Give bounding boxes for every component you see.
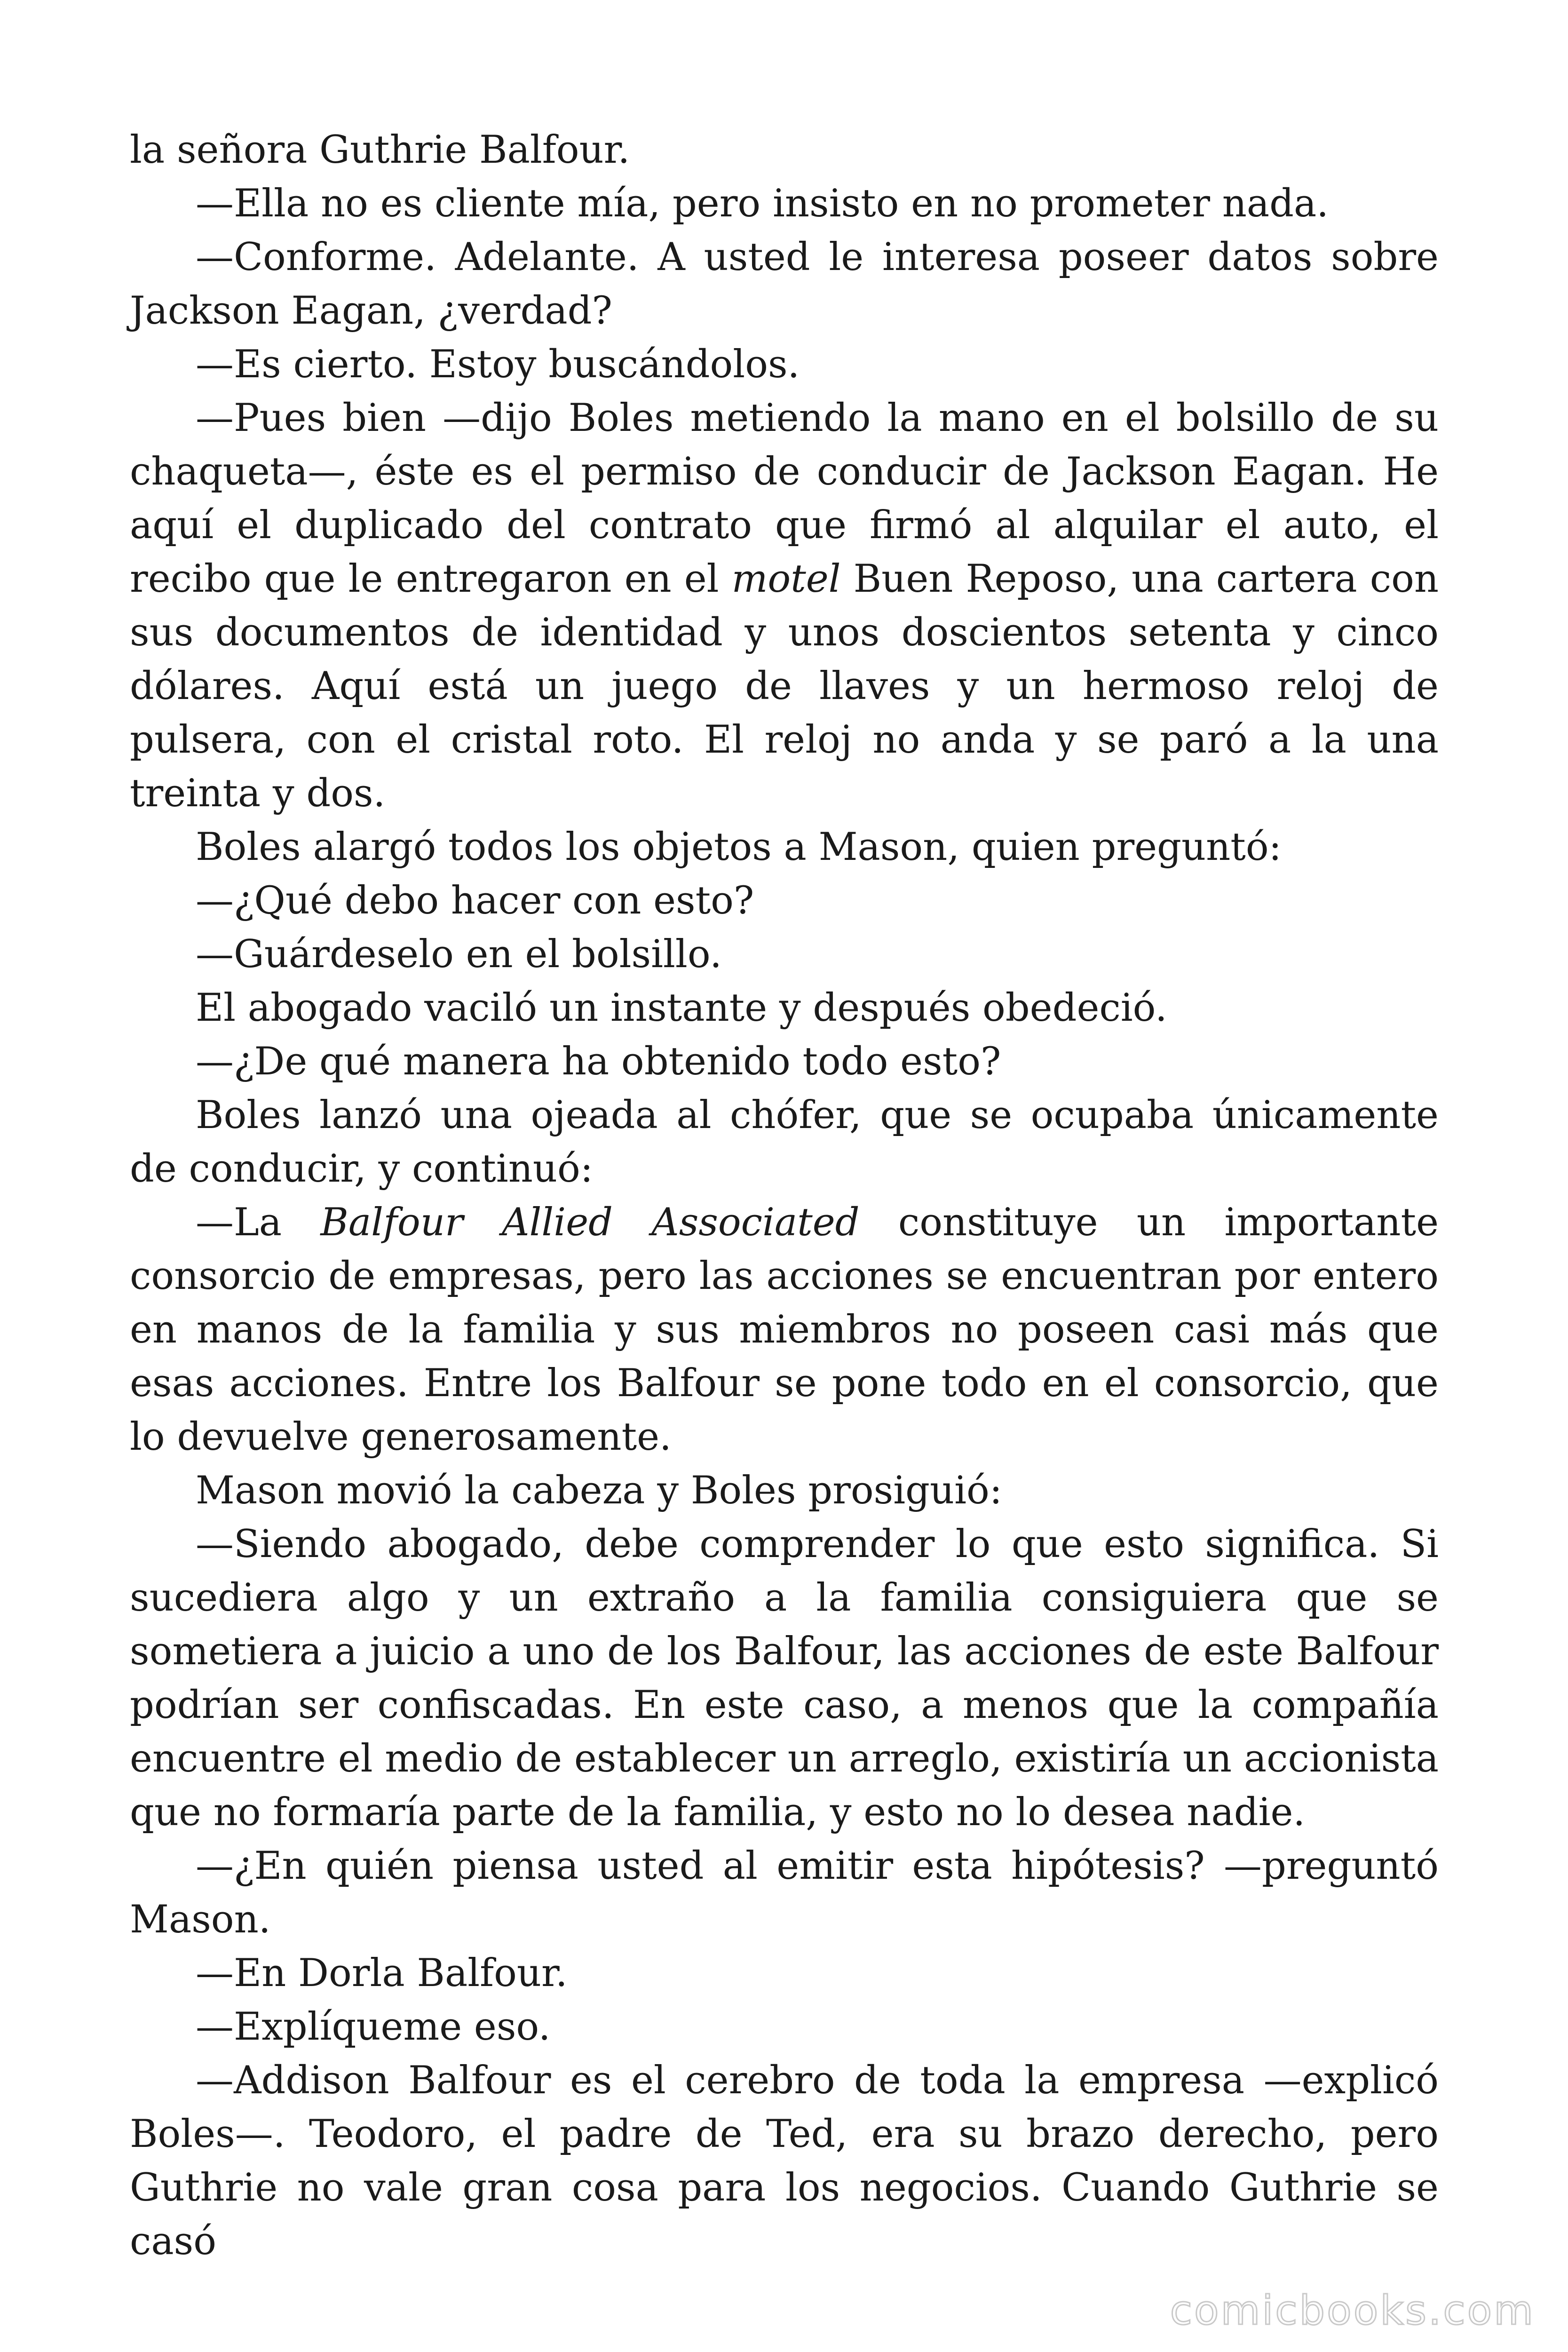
text-run: —Conforme. Adelante. A usted le interesa poseer datos sobre Jackson Eagan, ¿verdad? [130, 235, 1439, 333]
paragraph [130, 2000, 1439, 2054]
text-run: —Ella no es cliente mía, pero insisto en no prometer nada. [196, 182, 1329, 226]
paragraph [130, 1464, 1439, 1518]
text-run: la señora Guthrie Balfour. [130, 128, 630, 172]
text-run: —¿De qué manera ha obtenido todo esto? [196, 1040, 1001, 1084]
paragraph [130, 1839, 1439, 1947]
text-run: —Siendo abogado, debe comprender lo que esto significa. Si sucediera algo y un extraño a la familia consiguiera que se sometiera a juicio a uno de los Balfour, las acciones de este Balfour podrían ser confiscadas. En este caso, a menos que la compañía encuentre el medio de establecer un arreglo, existiría un accionista que no formaría parte de la familia, y esto no lo desea nadie. [130, 1522, 1439, 1835]
text-run: —En Dorla Balfour. [196, 1951, 568, 1995]
text-run: —Es cierto. Estoy buscándolos. [196, 342, 800, 387]
text-run: constituye un importante consorcio de empresas, pero las acciones se encuentran por entero en manos de la familia y sus miembros no poseen casi más que esas acciones. Entre los Balfour se pone todo en el consorcio, que lo devuelve generosamente. [130, 1200, 1439, 1459]
text-run: Boles lanzó una ojeada al chófer, que se ocupaba únicamente de conducir, y continuó: [130, 1093, 1439, 1191]
text-run: El abogado vaciló un instante y después obedeció. [196, 986, 1167, 1030]
paragraph [130, 1196, 1439, 1464]
paragraph [130, 820, 1439, 874]
paragraph [130, 230, 1439, 338]
watermark: comicbooks.com [1170, 2287, 1535, 2334]
text-run: Buen Reposo, una cartera con sus documentos de identidad y unos doscientos setenta y cinco dólares. Aquí está un juego de llaves y un hermoso reloj de pulsera, con el cristal roto. El reloj no anda y se paró a la una treinta y dos. [130, 557, 1439, 816]
paragraph [130, 338, 1439, 391]
italic-run: Balfour Allied Associated [320, 1200, 860, 1245]
text-run: —Addison Balfour es el cerebro de toda la empresa —explicó Boles—. Teodoro, el padre de Ted, era su brazo derecho, pero Guthrie no vale gran cosa para los negocios. Cuando Guthrie se casó [130, 2058, 1439, 2264]
text-run: —¿Qué debo hacer con esto? [196, 879, 754, 923]
paragraph [130, 928, 1439, 981]
text-run: —Explíqueme eso. [196, 2005, 551, 2049]
paragraph [130, 874, 1439, 928]
paragraph [130, 123, 1439, 177]
text-run: —Pues bien —dijo Boles metiendo la mano en el bolsillo de su chaqueta—, éste es el permiso de conducir de Jackson Eagan. He aquí el duplicado del contrato que firmó al alquilar el auto, el recibo que le entregaron en el [130, 396, 1439, 601]
paragraph [130, 1089, 1439, 1196]
text-run: —¿En quién piensa usted al emitir esta hipótesis? —preguntó Mason. [130, 1844, 1439, 1942]
paragraph [130, 981, 1439, 1035]
text-run: —Guárdeselo en el bolsillo. [196, 932, 722, 977]
paragraph [130, 1035, 1439, 1089]
text-run: Mason movió la cabeza y Boles prosiguió: [196, 1469, 1003, 1513]
text-run: Boles alargó todos los objetos a Mason, quien preguntó: [196, 825, 1282, 869]
paragraph [130, 177, 1439, 230]
paragraph [130, 2054, 1439, 2268]
paragraph [130, 391, 1439, 820]
paragraph [130, 1518, 1439, 1839]
body-text [130, 123, 1439, 2268]
text-run: —La [196, 1200, 321, 1245]
paragraph [130, 1947, 1439, 2000]
italic-run: motel [731, 557, 841, 601]
